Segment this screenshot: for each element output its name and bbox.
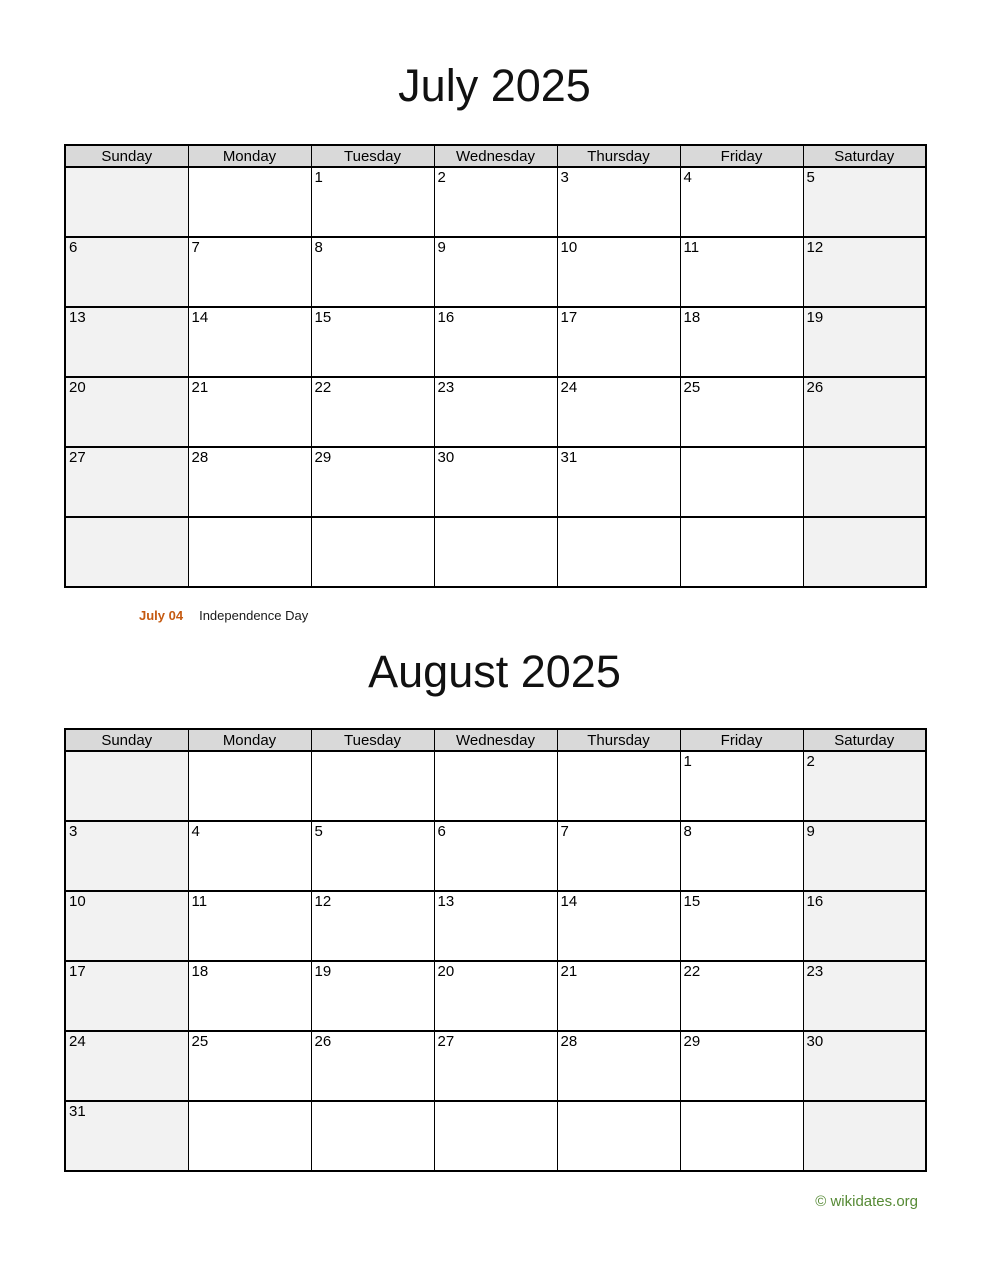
july-month-title: July 2025: [398, 60, 591, 111]
day-header-sunday: Sunday: [65, 729, 188, 751]
calendar-cell: 5: [803, 167, 926, 237]
calendar-cell: 12: [803, 237, 926, 307]
calendar-cell: 7: [557, 821, 680, 891]
calendar-cell: [311, 1101, 434, 1171]
calendar-week-row: [65, 1101, 926, 1171]
calendar-cell: 21: [557, 961, 680, 1031]
calendar-cell: [65, 751, 188, 821]
calendar-cell: 4: [188, 821, 311, 891]
calendar-week-row: [65, 1031, 926, 1101]
calendar-cell: 29: [680, 1031, 803, 1101]
calendar-cell: 6: [65, 237, 188, 307]
calendar-cell: 10: [65, 891, 188, 961]
calendar-cell: 5: [311, 821, 434, 891]
day-header-friday: Friday: [680, 729, 803, 751]
calendar-cell: 16: [803, 891, 926, 961]
calendar-cell: [557, 1101, 680, 1171]
calendar-cell: [803, 517, 926, 587]
day-header-thursday: Thursday: [557, 145, 680, 167]
calendar-cell: 22: [680, 961, 803, 1031]
august-calendar-table: [64, 728, 927, 1172]
calendar-cell: 31: [557, 447, 680, 517]
day-header-monday: Monday: [188, 729, 311, 751]
calendar-cell: 24: [65, 1031, 188, 1101]
calendar-week-row: [65, 751, 926, 821]
calendar-cell: 1: [311, 167, 434, 237]
calendar-cell: 18: [188, 961, 311, 1031]
calendar-cell: 22: [311, 377, 434, 447]
calendar-week-row: [65, 821, 926, 891]
calendar-cell: 24: [557, 377, 680, 447]
calendar-cell: 25: [680, 377, 803, 447]
calendar-cell: [188, 751, 311, 821]
calendar-cell: 14: [188, 307, 311, 377]
calendar-cell: 27: [65, 447, 188, 517]
day-header-tuesday: Tuesday: [311, 729, 434, 751]
calendar-cell: [311, 751, 434, 821]
holiday-note-date: July 04: [139, 608, 184, 623]
calendar-cell: 8: [680, 821, 803, 891]
calendar-cell: 3: [65, 821, 188, 891]
calendar-cell: [434, 751, 557, 821]
calendar-cell: [65, 167, 188, 237]
calendar-cell: 12: [311, 891, 434, 961]
calendar-cell: 4: [680, 167, 803, 237]
calendar-cell: 2: [803, 751, 926, 821]
day-header-row: [65, 729, 926, 751]
calendar-cell: 31: [65, 1101, 188, 1171]
calendar-cell: [434, 1101, 557, 1171]
day-header-saturday: Saturday: [803, 145, 926, 167]
calendar-cell: 15: [680, 891, 803, 961]
calendar-cell: 20: [434, 961, 557, 1031]
calendar-cell: 10: [557, 237, 680, 307]
calendar-cell: 15: [311, 307, 434, 377]
calendar-week-row: [65, 447, 926, 517]
day-header-row: [65, 145, 926, 167]
calendar-cell: [188, 517, 311, 587]
calendar-week-row: [65, 167, 926, 237]
calendar-cell: [311, 517, 434, 587]
calendar-cell: 28: [188, 447, 311, 517]
copyright-footer: © wikidates.org: [815, 1193, 918, 1210]
calendar-week-row: [65, 961, 926, 1031]
calendar-cell: [188, 1101, 311, 1171]
calendar-cell: 28: [557, 1031, 680, 1101]
calendar-week-row: [65, 307, 926, 377]
calendar-cell: 9: [803, 821, 926, 891]
calendar-cell: 17: [65, 961, 188, 1031]
calendar-cell: 13: [434, 891, 557, 961]
calendar-cell: [188, 167, 311, 237]
calendar-cell: 25: [188, 1031, 311, 1101]
day-header-thursday: Thursday: [557, 729, 680, 751]
calendar-cell: [557, 751, 680, 821]
calendar-cell: 20: [65, 377, 188, 447]
calendar-cell: [680, 1101, 803, 1171]
day-header-wednesday: Wednesday: [434, 145, 557, 167]
calendar-cell: 3: [557, 167, 680, 237]
august-month-title: August 2025: [368, 646, 621, 697]
calendar-cell: 19: [311, 961, 434, 1031]
day-header-friday: Friday: [680, 145, 803, 167]
calendar-cell: [65, 517, 188, 587]
calendar-cell: 2: [434, 167, 557, 237]
calendar-cell: 30: [803, 1031, 926, 1101]
calendar-cell: 21: [188, 377, 311, 447]
holiday-note: [139, 608, 308, 624]
calendar-cell: 30: [434, 447, 557, 517]
calendar-cell: 26: [803, 377, 926, 447]
calendar-week-row: [65, 517, 926, 587]
holiday-note-event: Independence Day: [199, 608, 309, 623]
day-header-wednesday: Wednesday: [434, 729, 557, 751]
day-header-tuesday: Tuesday: [311, 145, 434, 167]
calendar-cell: 16: [434, 307, 557, 377]
calendar-cell: 17: [557, 307, 680, 377]
calendar-cell: 11: [680, 237, 803, 307]
calendar-cell: 23: [803, 961, 926, 1031]
calendar-cell: [803, 1101, 926, 1171]
july-calendar-table: [64, 144, 927, 588]
calendar-cell: 11: [188, 891, 311, 961]
calendar-cell: 7: [188, 237, 311, 307]
calendar-cell: [680, 447, 803, 517]
calendar-cell: 23: [434, 377, 557, 447]
calendar-cell: 19: [803, 307, 926, 377]
day-header-sunday: Sunday: [65, 145, 188, 167]
calendar-cell: [680, 517, 803, 587]
day-header-saturday: Saturday: [803, 729, 926, 751]
calendar-cell: 6: [434, 821, 557, 891]
calendar-cell: 26: [311, 1031, 434, 1101]
calendar-cell: 13: [65, 307, 188, 377]
calendar-cell: [557, 517, 680, 587]
calendar-cell: 1: [680, 751, 803, 821]
calendar-cell: 18: [680, 307, 803, 377]
calendar-cell: 29: [311, 447, 434, 517]
calendar-cell: 14: [557, 891, 680, 961]
calendar-cell: [803, 447, 926, 517]
calendar-cell: [434, 517, 557, 587]
calendar-cell: 27: [434, 1031, 557, 1101]
calendar-cell: 8: [311, 237, 434, 307]
calendar-week-row: [65, 891, 926, 961]
calendar-cell: 9: [434, 237, 557, 307]
day-header-monday: Monday: [188, 145, 311, 167]
calendar-week-row: [65, 237, 926, 307]
calendar-week-row: [65, 377, 926, 447]
